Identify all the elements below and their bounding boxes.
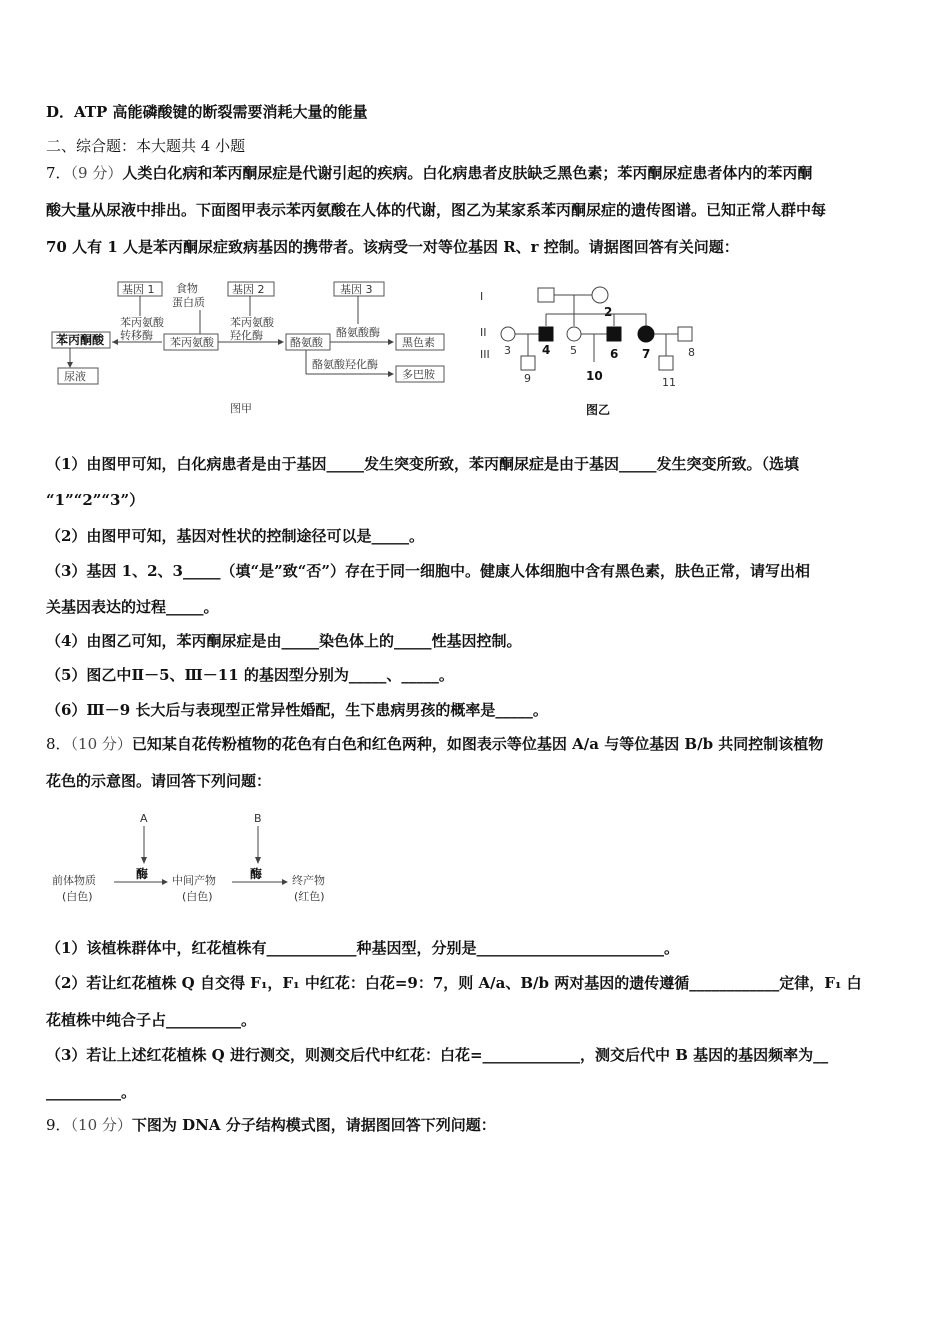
- q7-sub4: （4）由图乙可知，苯丙酮尿症是由_____染色体上的_____性基因控制。: [46, 632, 522, 650]
- individual-ii-6: [607, 327, 621, 341]
- final-product-color: (红色): [294, 890, 325, 903]
- label-9: 9: [524, 372, 531, 385]
- gene3-label: 基因 3: [340, 283, 373, 296]
- q7-number: 7．: [46, 164, 71, 182]
- q7-sub6: （6）Ⅲ－9 长大后与表现型正常异性婚配，生下患病男孩的概率是_____。: [46, 701, 548, 719]
- final-product-label: 终产物: [292, 874, 325, 887]
- prev-option-d: D．ATP 高能磷酸键的断裂需要消耗大量的能量: [46, 103, 368, 121]
- enzyme-tyr-hydrox: 酪氨酸羟化酶: [312, 358, 378, 371]
- urine-label: 尿液: [64, 370, 86, 383]
- individual-iii-11: [659, 356, 673, 370]
- q7-sub1-line1: （1）由图甲可知，白化病患者是由于基因_____发生突变所致，苯丙酮尿症是由于基因_____发生突变所致。（选填: [46, 455, 799, 473]
- enzyme-hydrox-l2: 羟化酶: [230, 329, 263, 342]
- q7-stem-line2: 酸大量从尿液中排出。下面图甲表示苯丙氨酸在人体的代谢，图乙为某家系苯丙酮尿症的遗传图谱。已知正常人群中每: [46, 201, 827, 219]
- enzyme-tyrosinase: 酪氨酸酶: [336, 326, 380, 339]
- intermediate-color: (白色): [182, 890, 213, 903]
- individual-iii-9: [521, 356, 535, 370]
- gene2-label: 基因 2: [232, 283, 265, 296]
- gene-a-label: A: [140, 812, 148, 825]
- q9-stem: [46, 1115, 910, 1135]
- q7-sub3-line2: 关基因表达的过程_____。: [46, 598, 219, 616]
- q8-sub3-line2: __________。: [46, 1083, 137, 1101]
- gene1-label: 基因 1: [122, 283, 155, 296]
- q8-figure-pathway: [48, 808, 348, 908]
- q8-stem-line1: [46, 734, 910, 754]
- precursor-label: 前体物质: [52, 874, 96, 887]
- intermediate-label: 中间产物: [172, 874, 216, 887]
- q7-stem-line3: 70 人有 1 人是苯丙酮尿症致病基因的携带者。该病受一对等位基因 R、r 控制。请据图回答有关问题：: [46, 238, 739, 256]
- q7-sub3-line1: （3）基因 1、2、3_____（填“是”致“否”）存在于同一细胞中。健康人体细胞中含有黑色素，肤色正常，请写出相: [46, 562, 810, 580]
- q9-score: （10 分）: [70, 1116, 132, 1134]
- q8-number: 8．: [46, 735, 71, 753]
- food-label-l1: 食物: [176, 282, 198, 295]
- individual-ii-7: [638, 326, 654, 342]
- q8-sub3-line1: （3）若让上述红花植株 Q 进行测交，则测交后代中红花：白花=_____________，测交后代中 B 基因的基因频率为__: [46, 1046, 829, 1064]
- q7-stem-line1: [46, 163, 910, 183]
- enzyme-hydrox-l1: 苯丙氨酸: [230, 316, 274, 329]
- q7-sub2: （2）由图甲可知，基因对性状的控制途径可以是_____。: [46, 527, 424, 545]
- section-heading-rest: 本大题共 4 小题: [136, 137, 246, 155]
- figure-b-caption: 图乙: [586, 403, 611, 417]
- q8-sub2-line2: 花植株中纯合子占__________。: [46, 1011, 257, 1029]
- individual-i-1: [538, 288, 554, 302]
- enzyme-transfer-l1: 苯丙氨酸: [120, 316, 164, 329]
- tyr-label: 酪氨酸: [290, 336, 323, 349]
- gen-iii-label: III: [480, 348, 490, 361]
- phe-label: 苯丙氨酸: [170, 336, 214, 349]
- gen-i-label: I: [480, 290, 484, 303]
- label-11: 11: [662, 376, 676, 389]
- label-4: 4: [542, 343, 551, 357]
- label-8: 8: [688, 346, 695, 359]
- q8-sub2-line1: （2）若让红花植株 Q 自交得 F₁，F₁ 中红花：白花=9：7，则 A/a、B/b 两对基因的遗传遵循____________定律，F₁ 白: [46, 974, 862, 992]
- dopamine-label: 多巴胺: [402, 368, 435, 381]
- q7-stem-text1: 人类白化病和苯丙酮尿症是代谢引起的疾病。白化病患者皮肤缺乏黑色素；苯丙酮尿症患者体内的苯丙酮: [122, 164, 813, 182]
- label-5: 5: [570, 344, 577, 357]
- q9-number: 9．: [46, 1116, 71, 1134]
- individual-ii-8: [678, 327, 692, 341]
- q8-score: （10 分）: [70, 735, 132, 753]
- individual-i-2: [592, 287, 608, 303]
- gene-b-label: B: [254, 812, 262, 825]
- q8-stem-text1: 已知某自花传粉植物的花色有白色和红色两种，如图表示等位基因 A/a 与等位基因 B/b 共同控制该植物: [131, 735, 824, 753]
- gen-ii-label: II: [480, 326, 487, 339]
- label-2: 2: [604, 305, 613, 319]
- q8-sub1: （1）该植株群体中，红花植株有____________种基因型，分别是_________________________。: [46, 939, 679, 957]
- enzyme-a-label: 酶: [136, 867, 149, 881]
- section-heading: [46, 136, 910, 156]
- q9-stem-text: 下图为 DNA 分子结构模式图，请据图回答下列问题：: [131, 1116, 496, 1134]
- q8-stem-line2: 花色的示意图。请回答下列问题：: [46, 772, 272, 790]
- label-3: 3: [504, 344, 511, 357]
- label-6: 6: [610, 347, 619, 361]
- individual-ii-4: [539, 327, 553, 341]
- enzyme-b-label: 酶: [250, 867, 263, 881]
- label-10: 10: [586, 369, 603, 383]
- figure-a-pathway: [50, 278, 460, 418]
- section-heading-prefix: 二、综合题：: [46, 137, 137, 155]
- food-label-l2: 蛋白质: [172, 296, 205, 309]
- label-7: 7: [642, 347, 651, 361]
- precursor-color: (白色): [62, 890, 93, 903]
- figure-a-caption: 图甲: [230, 402, 252, 415]
- figure-b-pedigree: [478, 282, 708, 422]
- individual-ii-5: [567, 327, 581, 341]
- enzyme-transfer-l2: 转移酶: [120, 329, 153, 342]
- q7-sub1-line2: “1”“2”“3”）: [46, 491, 145, 509]
- phenylpyruvic-label: 苯丙酮酸: [56, 333, 105, 347]
- melanin-label: 黑色素: [402, 336, 435, 349]
- q7-sub5: （5）图乙中Ⅱ－5、Ⅲ－11 的基因型分别为_____、_____。: [46, 666, 454, 684]
- individual-ii-3: [501, 327, 515, 341]
- q7-score: （9 分）: [70, 164, 123, 182]
